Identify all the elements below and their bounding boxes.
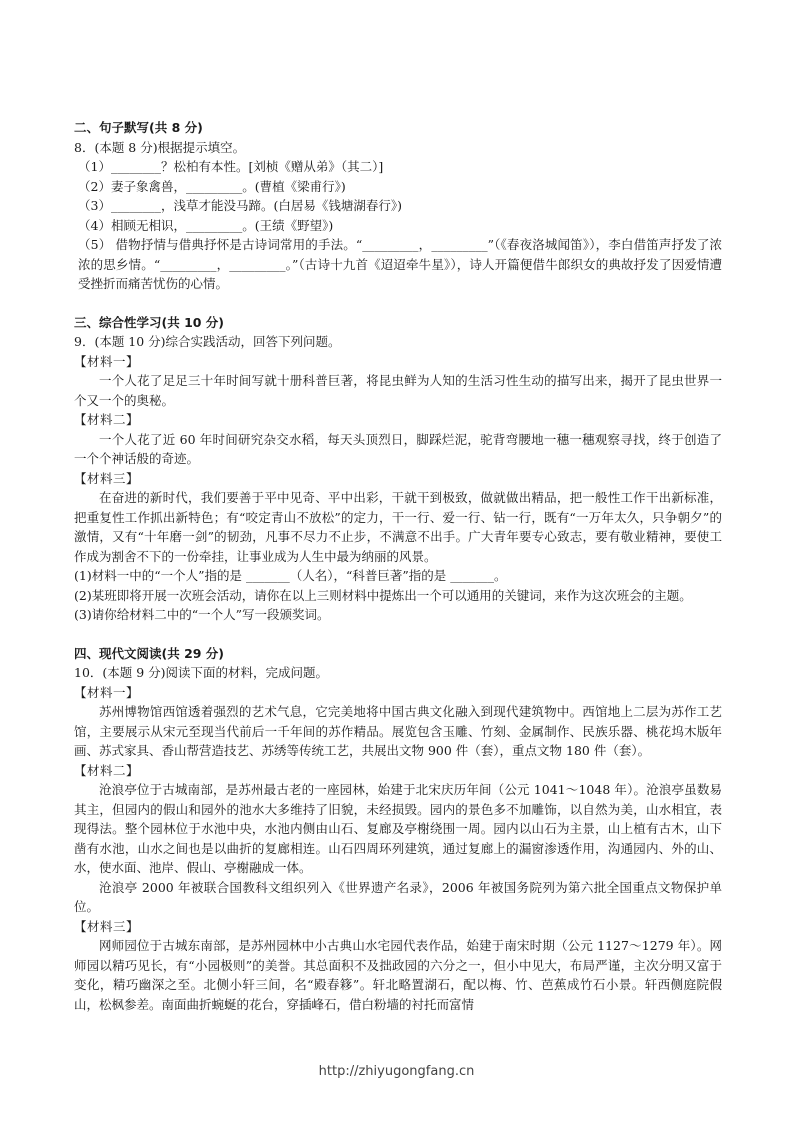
section-spacer bbox=[74, 294, 722, 313]
question-9-sub-2: (2)某班即将开展一次班会活动，请你在以上三则材料中提炼出一个可以通用的关键词，来作为这次班会的主题。 bbox=[74, 587, 692, 603]
question-9-stem: 9．(本题 10 分)综合实践活动，回答下列问题。 bbox=[74, 334, 341, 349]
section-title-sentence-dictation: 二、句子默写(共 8 分) bbox=[74, 120, 203, 135]
question-8-item-2: （2）妻子象禽兽，_________。(曹植《梁甫行》) bbox=[78, 178, 346, 194]
question-10-material-2-text-1: 沧浪亭位于古城南部，是苏州最古老的一座园林，始建于北宋庆历年间（公元 1041～1048 年）。沧浪亭虽数易其主，但园内的假山和园外的池水大多维持了旧貌，未经损毁。园内的景色多不加雕饰，以自然为美，山水相宜，表现得法。整个园林位于水池中央，水池内侧由山石、复廊及亭榭绕围一周。园内以山石为主景，山上植有古木，山下凿有水池，山水之间也是以曲折的复廊相连。山石四周环列建筑，通过复廊上的漏窗渗透作用，沟通园内、外的山、水，使水面、池岸、假山、亭榭融成一体。 bbox=[74, 782, 722, 875]
question-8-item-5: （5） 借物抒情与借典抒怀是古诗词常用的手法。“_________，_________”（《春夜洛城闻笛》），李白借笛声抒发了浓浓的思乡情。“_________，_________。”（古诗十九首《迢迢牵牛星》），诗人开篇便借牛郎织女的典故抒发了因爱情遭受挫折而痛苦忧伤的心情。 bbox=[78, 237, 722, 291]
document-body bbox=[74, 118, 722, 1014]
question-9-material-2-label: 【材料二】 bbox=[74, 412, 140, 427]
question-9-material-3-text: 在奋进的新时代，我们要善于平中见奇、平中出彩，干就干到极致，做就做出精品，把一般性工作干出新标准，把重复性工作抓出新特色；有“咬定青山不放松”的定力，干一行、爱一行、钻一行，既有“一万年太久，只争朝夕”的激情，又有“十年磨一剑”的韧劲，凡事不尽力不止步，不满意不出手。广大青年要专心致志，要有敬业精神，要使工作成为割舍不下的一份牵挂，让事业成为人生中最为纳丽的风景。 bbox=[74, 490, 722, 564]
section-title-modern-reading: 四、现代文阅读(共 29 分) bbox=[74, 645, 225, 661]
question-9-material-1-label: 【材料一】 bbox=[74, 353, 140, 369]
question-10-material-1-text: 苏州博物馆西馆透着强烈的艺术气息，它完美地将中国古典文化融入到现代建筑物中。西馆地上二层为苏作工艺馆，主要展示从宋元至现当代前后一千年间的苏作精品。展览包含玉雕、竹刻、金属制作、民族乐器、桃花坞木版年画、苏式家具、香山帮营造技艺、苏绣等传统工艺，共展出文物 900 件（套），重点文物 180 件（套）。 bbox=[74, 704, 722, 758]
question-9-material-1-text: 一个人花了足足三十年时间写就十册科普巨著，将昆虫鲜为人知的生活习性生动的描写出来，揭开了昆虫世界一个又一个的奥秘。 bbox=[74, 373, 722, 408]
question-10-material-1-label: 【材料一】 bbox=[74, 684, 140, 700]
question-10-material-3-label: 【材料三】 bbox=[74, 918, 140, 934]
question-9-sub-1: (1)材料一中的“一个人”指的是 _______（人名），“科普巨著”指的是 _______。 bbox=[74, 568, 507, 583]
question-9-material-2-text: 一个人花了近 60 年时间研究杂交水稻，每天头顶烈日，脚踩烂泥，驼背弯腰地一穗一穗观察寻找，终于创造了一个个神话般的奇迹。 bbox=[74, 431, 722, 466]
question-8-stem: 8．(本题 8 分)根据提示填空。 bbox=[74, 139, 246, 155]
section-title-comprehensive-study: 三、综合性学习(共 10 分) bbox=[74, 314, 225, 330]
question-10-material-2-label: 【材料二】 bbox=[74, 762, 140, 778]
question-8-item-1: （1）________？松柏有本性。[刘桢《赠从弟》（其二）] bbox=[78, 159, 384, 174]
footer-watermark-url: http://zhiyugongfang.cn bbox=[318, 1064, 475, 1079]
question-9-material-3-label: 【材料三】 bbox=[74, 470, 140, 486]
question-10-stem: 10．(本题 9 分)阅读下面的材料，完成问题。 bbox=[74, 665, 329, 680]
question-8-item-3: （3）________，浅草才能没马蹄。(白居易《钱塘湖春行》) bbox=[78, 198, 402, 213]
question-10-material-3-text: 网师园位于古城东南部，是苏州园林中小古典山水宅园代表作品，始建于南宋时期（公元 1127～1279 年）。网师园以精巧见长，有“小园极则”的美誉。其总面积不及拙政园的六分之一，但小中见大，布局严谨，主次分明又富于变化，精巧幽深之至。北侧小轩三间，名“殿春簃”。轩北略置湖石，配以梅、竹、芭蕉成竹石小景。轩西侧庭院假山，松枫参差。南面曲折蜿蜒的花台，穿插峰石，借白粉墙的衬托而富情 bbox=[74, 938, 722, 1012]
question-8-item-4: （4）相顾无相识，_________。(王绩《野望》) bbox=[78, 217, 334, 233]
question-9-sub-3: (3)请你给材料二中的“一个人”写一段颁奖词。 bbox=[74, 607, 330, 622]
section-spacer bbox=[74, 625, 722, 644]
question-10-material-2-text-2: 沧浪亭 2000 年被联合国教科文组织列入《世界遗产名录》，2006 年被国务院列为第六批全国重点文物保护单位。 bbox=[74, 879, 722, 914]
